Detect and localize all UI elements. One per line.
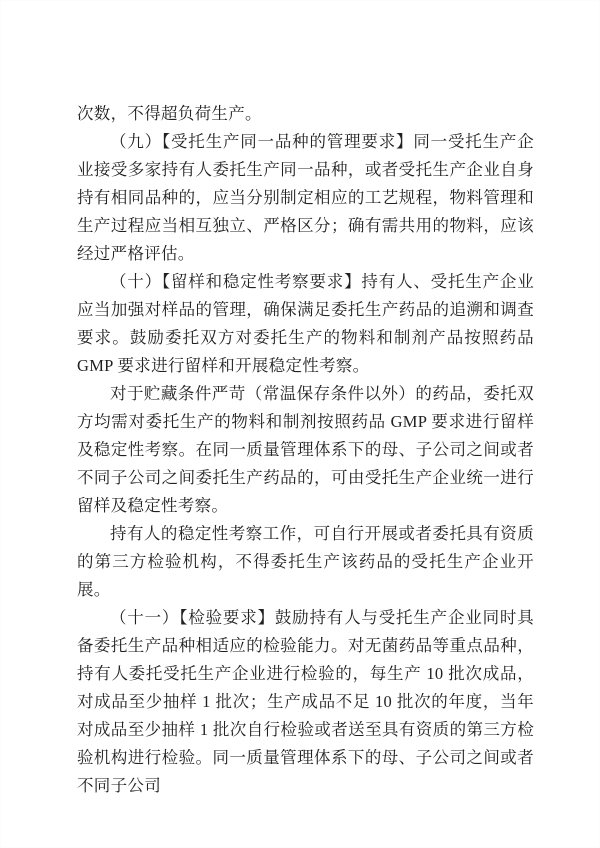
paragraph: （十）【留样和稳定性考察要求】持有人、受托生产企业应当加强对样品的管理，确保满足委托生产药品的追溯和调查要求。鼓励委托双方对委托生产的物料和制剂产品按照药品 GMP 要求进行留样和开展稳定性考察。	[77, 272, 534, 375]
paragraph: （十一）【检验要求】鼓励持有人与受托生产企业同时具备委托生产品种相适应的检验能力。对无菌药品等重点品种，持有人委托受托生产企业进行检验的，每生产 10 批次成品，对成品至少抽样 1 批次；生产成品不足 10 批次的年度，当年对成品至少抽样 1 批次自行检验或者送至具有资质的第三方检验机构进行检验。同一质量管理体系下的母、子公司之间或者不同子公司	[77, 608, 534, 795]
paragraph: 对于贮藏条件严苛（常温保存条件以外）的药品，委托双方均需对委托生产的物料和制剂按照药品 GMP 要求进行留样及稳定性考察。在同一质量管理体系下的母、子公司之间或者不同子公司之间委托生产药品的，可由受托生产企业统一进行留样及稳定性考察。	[77, 384, 534, 515]
document-body	[77, 100, 534, 800]
paragraph: （九）【受托生产同一品种的管理要求】同一受托生产企业接受多家持有人委托生产同一品种，或者受托生产企业自身持有相同品种的，应当分别制定相应的工艺规程，物料管理和生产过程应当相互独立、严格区分；确有需共用的物料，应该经过严格评估。	[77, 132, 534, 263]
paragraph: 持有人的稳定性考察工作，可自行开展或者委托具有资质的第三方检验机构，不得委托生产该药品的受托生产企业开展。	[77, 524, 534, 599]
paragraph: 次数，不得超负荷生产。	[77, 104, 262, 123]
